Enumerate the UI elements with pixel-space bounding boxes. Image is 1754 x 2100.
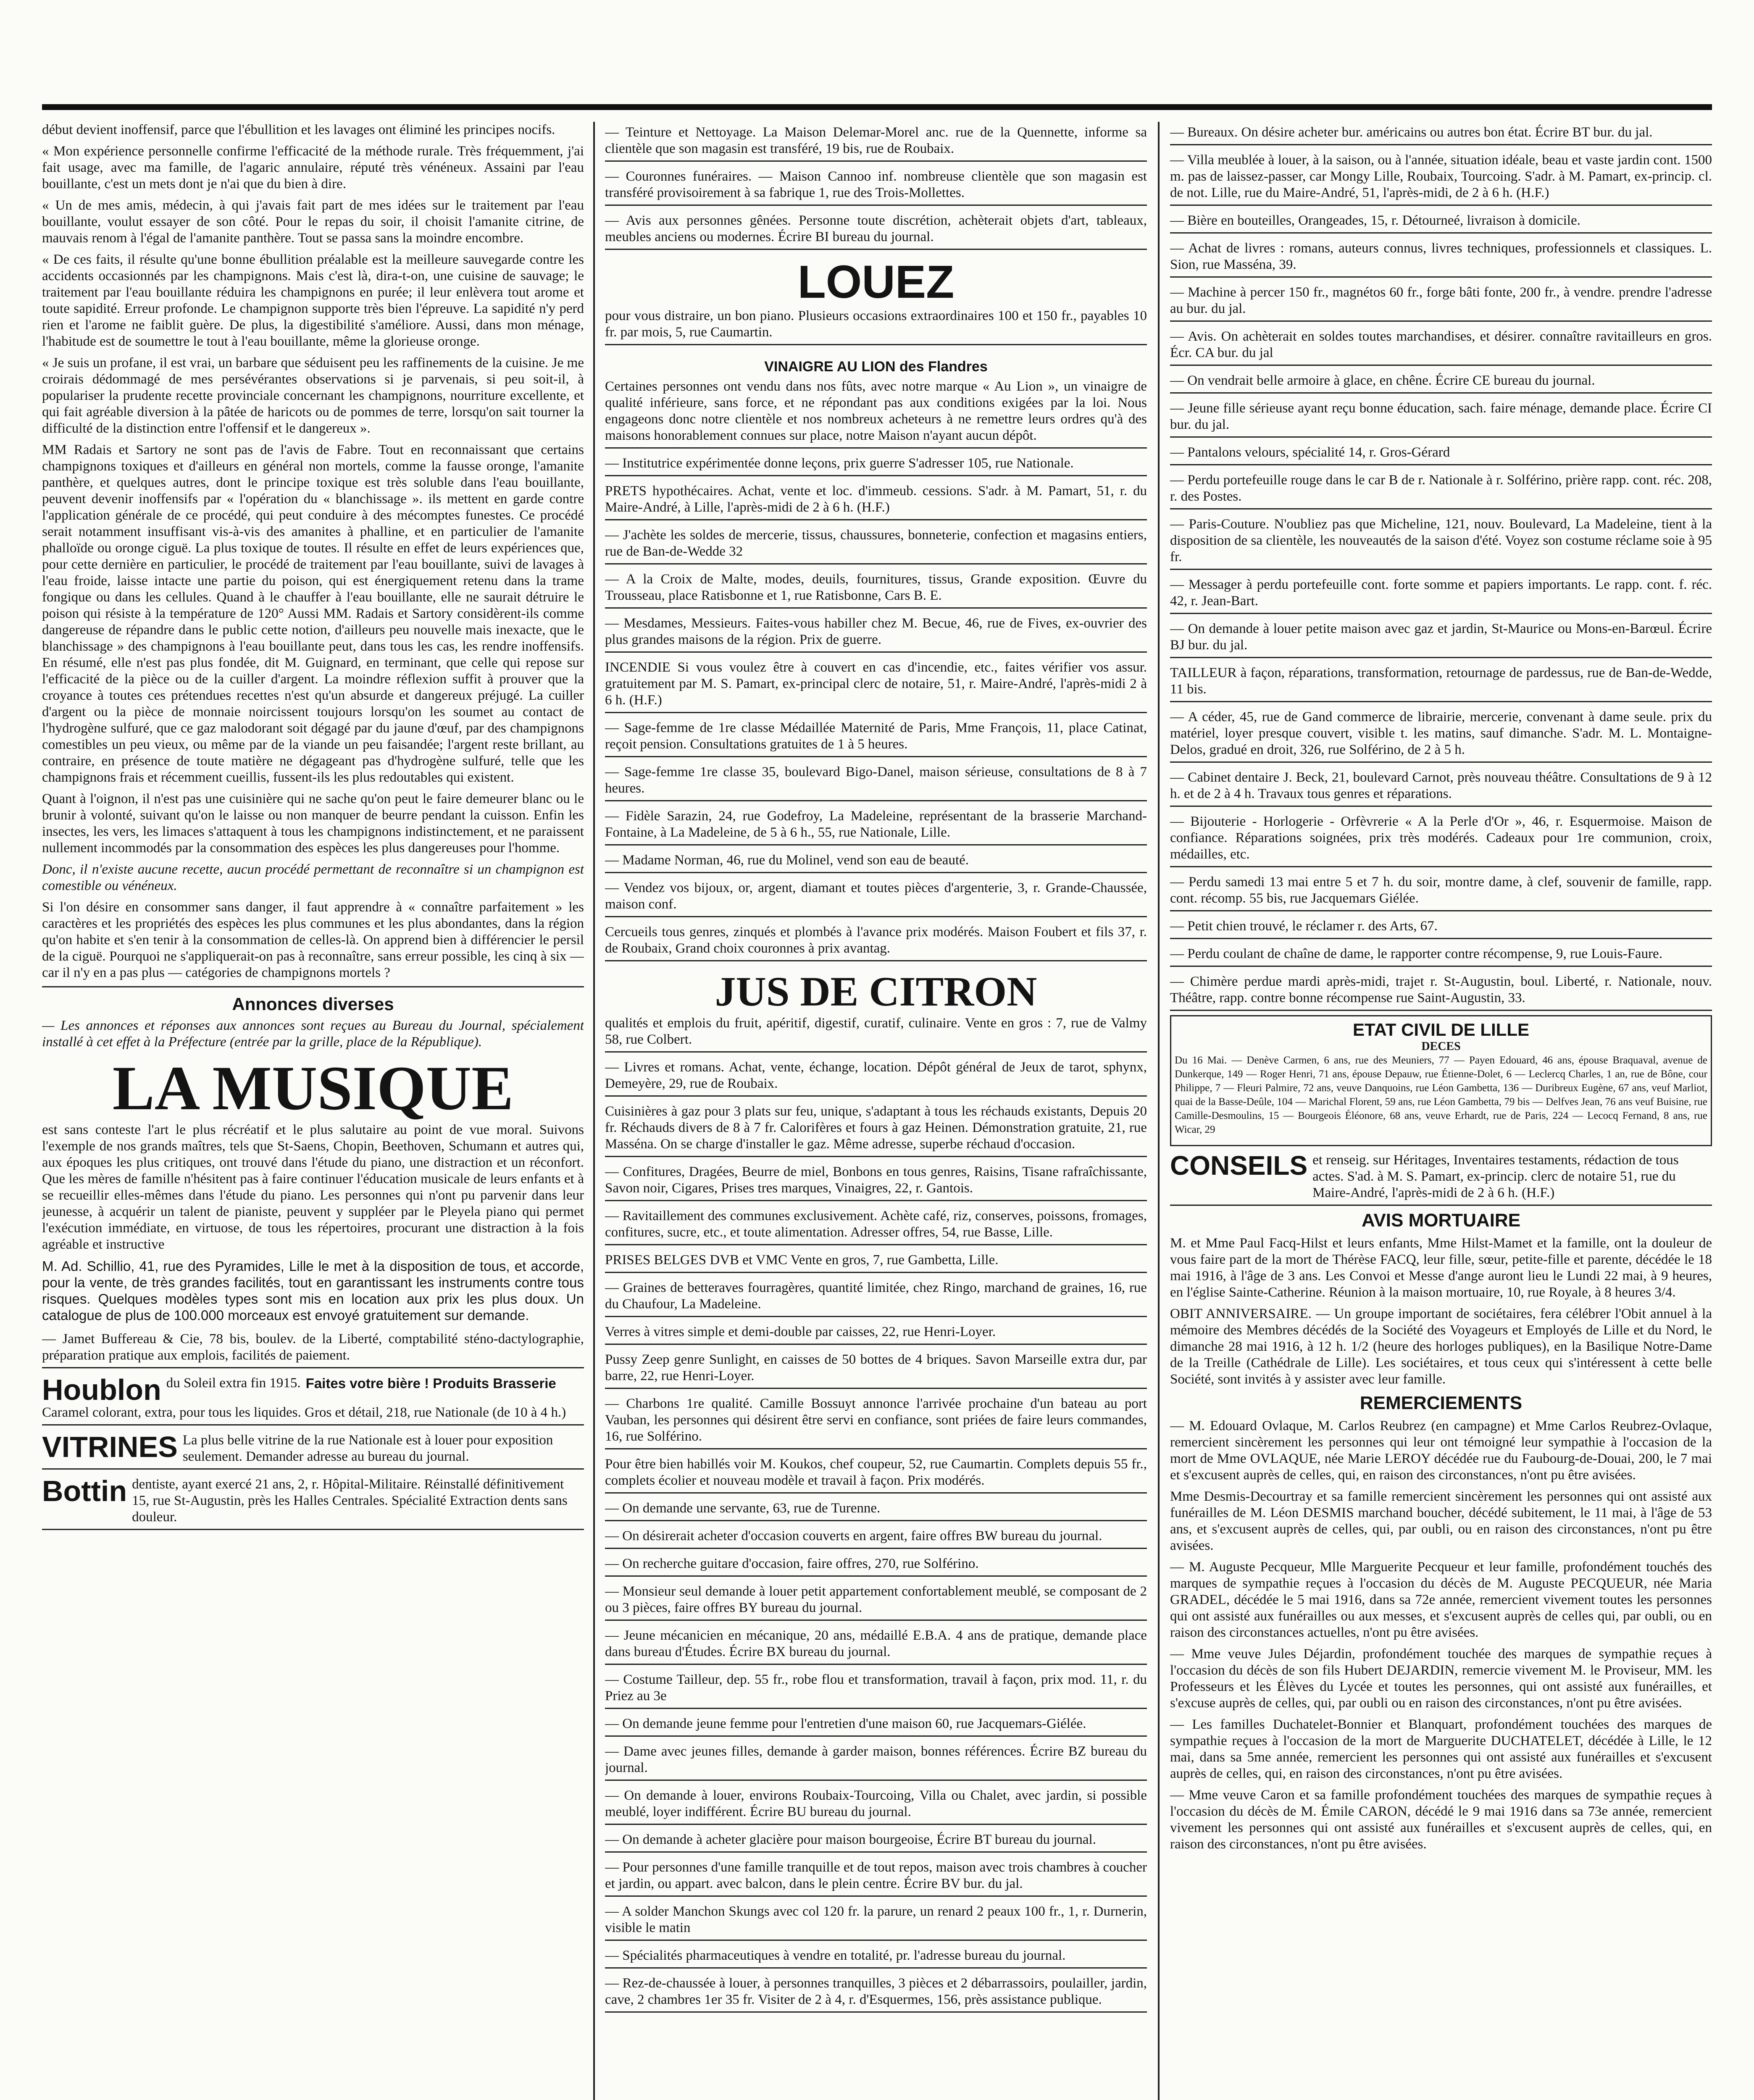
ad-block bbox=[605, 1205, 1147, 1245]
ad-text: — On demande à acheter glacière pour maison bourgeoise, Écrire BT bureau du journal. bbox=[605, 1832, 1096, 1847]
ad-text: — Perdu samedi 13 mai entre 5 et 7 h. du soir, montre dame, à clef, souvenir de famille, rapp. cont. récomp. 55 bis, rue Jacquemars Giélée. bbox=[1170, 874, 1712, 906]
ad-block bbox=[605, 657, 1147, 713]
top-rule bbox=[42, 104, 1712, 110]
ad-headline: VITRINES bbox=[42, 1430, 178, 1463]
ad-text: — Fidèle Sarazin, 24, rue Godefroy, La Madeleine, représentant de la brasserie Marchand-Fontaine, à La Madeleine, de 5 à 6 h., 55, rue Nationale, Lille. bbox=[605, 808, 1147, 840]
ad-text: TAILLEUR à façon, réparations, transformation, retournage de pardessus, rue de Ban-de-Wedde, 11 bis. bbox=[1170, 665, 1712, 697]
ad-block bbox=[605, 1161, 1147, 1201]
ad-text: INCENDIE Si vous voulez être à couvert en cas d'incendie, etc., faites vérifier vos assur. gratuitement par M. S. Pamart, ex-principal clerc de notaire, 51, r. Maire-André, l'après-midi 2 à 6 h. (H.F.) bbox=[605, 660, 1147, 708]
ad-block bbox=[605, 122, 1147, 162]
ad-text: — Livres et romans. Achat, vente, échange, location. Dépôt général de Jeux de tarot, sphynx, Demeyère, 29, rue de Roubaix. bbox=[605, 1060, 1147, 1091]
ad-text: Pour être bien habillés voir M. Koukos, chef coupeur, 52, rue Caumartin. Complets depuis 55 fr., complets écolier et nouveau modèle et travail à façon. Prix modérés. bbox=[605, 1457, 1147, 1488]
ad-block bbox=[605, 717, 1147, 757]
ad-text: — Paris-Couture. N'oubliez pas que Micheline, 121, nouv. Boulevard, La Madeleine, tient à la disposition de sa clientèle, les nouveautés de la saison d'été. Voyez son costume réclame soie à 95 fr. bbox=[1170, 517, 1712, 564]
ad-block bbox=[605, 349, 1147, 449]
ad-block bbox=[605, 1525, 1147, 1549]
column-3 bbox=[1170, 122, 1712, 2100]
ad-block bbox=[605, 1857, 1147, 1897]
ad-block bbox=[1170, 442, 1712, 465]
ad-text: — Avis aux personnes gênées. Personne toute discrétion, achèterait objets d'art, tableaux, meubles anciens ou modernes. Écrire BI bureau du journal. bbox=[605, 213, 1147, 244]
ad-text: — Jeune fille sérieuse ayant reçu bonne éducation, sach. faire ménage, demande place. Écrire CI bur. du jal. bbox=[1170, 401, 1712, 432]
ad-block bbox=[605, 1553, 1147, 1577]
ad-text: — A céder, 45, rue de Gand commerce de librairie, mercerie, convenant à dame seule. prix du matériel, loyer presque couvert, visible t. les matins, sauf dimanche. S'adr. M. L. Montaigne-Delos, gradué en droit, 326, rue Solférino, de 2 à 5 h. bbox=[1170, 709, 1712, 757]
ad-block bbox=[605, 210, 1147, 250]
ad-headline: LOUEZ bbox=[797, 256, 955, 308]
ad-text: — On demande à louer petite maison avec gaz et jardin, St-Maurice ou Mons-en-Barœul. Écrire BJ bur. du jal. bbox=[1170, 621, 1712, 653]
ad-headline: LA MUSIQUE bbox=[112, 1053, 514, 1123]
ad-text: — Perdu portefeuille rouge dans le car B de r. Nationale à r. Solférino, prière rapp. cont. réc. 208, r. des Postes. bbox=[1170, 472, 1712, 504]
notice-text: — M. Auguste Pecqueur, Mlle Marguerite Pecqueur et leur famille, profondément touchés des marques de sympathie reçues à l'occasion du décès de M. Auguste PECQUEUR, née Maria GRADEL, décédée le 5 mai 1916, dans sa 72e année, remercient vivement toutes les personnes qui ont assisté aux funérailles ou aux messes, et s'excusent auprès de celles qui, par oubli, ou en raison des circonstances actuelles, n'ont pu être avisées. bbox=[1170, 1559, 1712, 1640]
ad-text: — Couronnes funéraires. — Maison Cannoo inf. nombreuse clientèle que son magasin est transféré provisoirement à sa fabrique 1, rue des Trois-Mollettes. bbox=[605, 169, 1147, 200]
ad-block bbox=[605, 1713, 1147, 1737]
ad-text: — Institutrice expérimentée donne leçons, prix guerre S'adresser 105, rue Nationale. bbox=[605, 456, 1074, 471]
ad-text: — Monsieur seul demande à louer petit appartement confortablement meublé, se composant de 2 ou 3 pièces, faire offres BY bureau du journal. bbox=[605, 1584, 1147, 1615]
ad-headline: Houblon bbox=[42, 1373, 161, 1406]
ad-block bbox=[1170, 326, 1712, 366]
ad-block bbox=[605, 1741, 1147, 1781]
ad-text: est sans conteste l'art le plus récréatif et le plus salutaire au point de vue moral. Suivons l'exemple de nos grands maîtres, tels que St-Saens, Chopin, Beethoven, Schumann et autres qui, aux époques les plus critiques, ont trouvé dans l'étude du piano, une distraction et un réconfort. Que les mères de famille n'hésitent pas à faire continuer l'éducation musicale de leurs enfants et à se recueillir elles-mêmes dans l'étude du piano. Les personnes qui n'ont pu parvenir dans leur jeunesse, à acquérir un talent de pianiste, peuvent y suppléer par le Pleyela piano qui permet l'exécution immédiate, en virtuose, de tous les répertoires, procurant une distraction à la fois agréable et instructive bbox=[42, 1122, 584, 1252]
annonces-note: — Les annonces et réponses aux annonces sont reçues au Bureau du Journal, spécialement installé à cet effet à la Préfecture (entrée par la grille, place de la République). bbox=[42, 1018, 584, 1050]
ad-text: — Rez-de-chaussée à louer, à personnes tranquilles, 3 pièces et 2 débarrassoirs, poulailler, jardin, cave, 2 chambres 1er 35 fr. Visiter de 2 à 4, r. d'Esquermes, 156, près assistance publique. bbox=[605, 1976, 1147, 2007]
ad-text: — Vendez vos bijoux, or, argent, diamant et toutes pièces d'argenterie, 3, r. Grande-Chaussée, maison conf. bbox=[605, 880, 1147, 912]
ad-block bbox=[1170, 1150, 1712, 1206]
ad-text: — Mesdames, Messieurs. Faites-vous habiller chez M. Becue, 46, rue de Fives, ex-ouvrier des plus grandes maisons de la région. Prix de guerre. bbox=[605, 616, 1147, 647]
ad-text: et renseig. sur Héritages, Inventaires testaments, rédaction de tous actes. S'ad. à M. S. Pamart, ex-princip. clerc de notaire 51, rue du Maire-André, l'après-midi de 2 à 6 h. (H.F.) bbox=[1312, 1152, 1679, 1200]
ad-block bbox=[605, 1498, 1147, 1521]
ad-block bbox=[605, 1901, 1147, 1941]
ad-block bbox=[42, 1373, 584, 1425]
etat-civil-box bbox=[1170, 1015, 1712, 1146]
ad-text: — Sage-femme de 1re classe Médaillée Maternité de Paris, Mme François, 11, place Catinat, reçoit pension. Consultations gratuites de 1 à 5 heures. bbox=[605, 720, 1147, 752]
ad-text: — On vendrait belle armoire à glace, en chêne. Écrire CE bureau du journal. bbox=[1170, 373, 1595, 388]
ad-text: dentiste, ayant exercé 21 ans, 2, r. Hôpital-Militaire. Réinstallé définitivement 15, rue St-Augustin, près les Halles Centrales. Spécialité Extraction dents sans douleur. bbox=[132, 1476, 568, 1525]
ad-block bbox=[605, 1393, 1147, 1449]
ad-text: Pussy Zeep genre Sunlight, en caisses de 50 bottes de 4 briques. Savon Marseille extra dur, par barre, 22, rue Henri-Loyer. bbox=[605, 1352, 1147, 1383]
ad-block bbox=[605, 480, 1147, 520]
ad-block bbox=[605, 1581, 1147, 1621]
ad-text: — On désirerait acheter d'occasion couverts en argent, faire offres BW bureau du journal. bbox=[605, 1528, 1102, 1544]
ad-text: Cercueils tous genres, zinqués et plombés à l'avance prix modérés. Maison Foubert et fils 37, r. de Roubaix, Grand choix couronnes à prix avantag. bbox=[605, 924, 1147, 956]
ad-block bbox=[605, 761, 1147, 801]
ad-block bbox=[605, 1277, 1147, 1317]
ad-text: — On recherche guitare d'occasion, faire offres, 270, rue Solférino. bbox=[605, 1556, 979, 1571]
ad-text: — Messager à perdu portefeuille cont. forte somme et papiers importants. Le rapp. cont. f. réc. 42, r. Jean-Bart. bbox=[1170, 577, 1712, 609]
ad-text: — Villa meublée à louer, à la saison, ou à l'année, situation idéale, beau et vaste jardin cont. 1500 m. pas de laissez-passer, car Mongy Lille, Roubaix, Tourcoing. S'adr. à M. Pamart, ex-princip. cl. de not. Lille, rue du Maire-André, 51, l'après-midi, de 2 à 6 h. (H.F.) bbox=[1170, 152, 1712, 200]
section-title: AVIS MORTUAIRE bbox=[1361, 1210, 1521, 1231]
article-paragraph: « De ces faits, il résulte qu'une bonne ébullition préalable est la meilleure sauvegarde contre les accidents occasionnés par les champignons. Mais c'est là, dira-t-on, une cuisine de sauvage; le traitement par l'eau bouillante réduira les champignons en purée; il leur enlèvera tout arome et toute sapidité. Erreur profonde. Le champignon supporte très bien l'épreuve. La sapidité n'y perd rien et l'arome ne faiblit guère. De plus, la digestibilité s'améliore. Aussi, dans mon ménage, l'habitude est de soumettre le tout à l'eau bouillante, même la glorieuse oronge. bbox=[42, 252, 584, 349]
ad-text: — Graines de betteraves fourragères, quantité limitée, chez Ringo, marchand de graines, 16, rue du Chaufour, La Madeleine. bbox=[605, 1280, 1147, 1312]
article-paragraph: Donc, il n'existe aucune recette, aucun procédé permettant de reconnaître si un champignon est comestible ou vénéneux. bbox=[42, 862, 584, 893]
ad-block bbox=[1170, 662, 1712, 702]
ad-text: La plus belle vitrine de la rue Nationale est à louer pour exposition seulement. Demander adresse au bureau du journal. bbox=[182, 1432, 553, 1464]
ad-text: Verres à vitres simple et demi-double par caisses, 22, rue Henri-Loyer. bbox=[605, 1324, 996, 1339]
ad-text: — Jeune mécanicien en mécanique, 20 ans, médaillé E.B.A. 4 ans de pratique, demande place dans bureau d'Études. Écrire BX bureau du journal. bbox=[605, 1628, 1147, 1659]
ad-block bbox=[1170, 398, 1712, 438]
ad-block bbox=[1170, 238, 1712, 278]
ad-block bbox=[605, 1945, 1147, 1969]
newspaper-page bbox=[42, 42, 1712, 2100]
ad-block bbox=[1170, 872, 1712, 911]
section-title: ETAT CIVIL DE LILLE bbox=[1353, 1020, 1529, 1040]
ad-text: — A solder Manchon Skungs avec col 120 fr. la parure, un renard 2 peaux 100 fr., 1, r. Durnerin, visible le matin bbox=[605, 1904, 1147, 1935]
ad-headline: Bottin bbox=[42, 1474, 127, 1507]
column-2 bbox=[605, 122, 1147, 2100]
notice-text: — Les familles Duchatelet-Bonnier et Blanquart, profondément touchées des marques de sympathie reçues à l'occasion de la mort de Marguerite DUCHATELET, décédée à Lille, le 12 mai, dans sa 5me année, remercient les personnes qui ont assisté aux funérailles et s'excusent auprès de celles, qui, en raison des circonstances, n'ont pu être avisées. bbox=[1170, 1717, 1712, 1781]
column-1 bbox=[42, 122, 584, 2100]
ad-text: — Bijouterie - Horlogerie - Orfèvrerie « A la Perle d'Or », 46, r. Esquermoise. Maison de confiance. Réparations soignées, prix très modérés. Cadeaux pour 1re communion, croix, médailles, etc. bbox=[1170, 814, 1712, 862]
ad-block bbox=[1170, 150, 1712, 206]
ad-block bbox=[605, 1669, 1147, 1709]
notice-text: Mme Desmis-Decourtray et sa famille remercient sincèrement les personnes qui ont assisté aux funérailles de M. Léon DESMIS marchand boucher, décédé subitement, le 11 mai, à l'âge de 53 ans, et s'excusent auprès de celles, qui, par oubli, ou en raison des circonstances, n'ont pu être avisées. bbox=[1170, 1489, 1712, 1553]
ad-text: — Charbons 1re qualité. Camille Bossuyt annonce l'arrivée prochaine d'un bateau au port Vauban, les personnes qui désirent être servi en confiance, sont priées de faire leurs commandes, 16, rue Solférino. bbox=[605, 1396, 1147, 1444]
ad-block bbox=[42, 1328, 584, 1368]
ad-block bbox=[605, 613, 1147, 653]
notice-text: — M. Edouard Ovlaque, M. Carlos Reubrez (en campagne) et Mme Carlos Reubrez-Ovlaque, remercient sincèrement les personnes qui leur ont témoigné leur sympathie à l'occasion de la mort de Mme OVLAQUE, née Marie LEROY décédée rue du Faubourg-de-Douai, 200, le 7 mai et s'excusent auprès de celles, qui, en raison des circonstances, n'ont pu être avisées. bbox=[1170, 1418, 1712, 1483]
ad-block bbox=[1170, 767, 1712, 807]
ad-text: — Bureaux. On désire acheter bur. américains ou autres bon état. Écrire BT bur. du jal. bbox=[1170, 125, 1653, 140]
ad-block bbox=[605, 1101, 1147, 1157]
ad-block bbox=[605, 1625, 1147, 1665]
article-paragraph: Quant à l'oignon, il n'est pas une cuisinière qui ne sache qu'on peut le faire demeurer blanc ou le brunir à volonté, suivant qu'on le laisse ou non manquer de beurre pendant la cuisson. Enfin les insectes, les vers, les limaces s'attaquent à tous les champignons indistinctement, et ne paraissent nullement incommodés par la consommation des espèces les plus dangereuses pour l'homme. bbox=[42, 791, 584, 856]
ad-text: — Jamet Buffereau & Cie, 78 bis, boulev. de la Liberté, comptabilité sténo-dactylographie, préparation pratique aux emplois, facilités de paiement. bbox=[42, 1331, 584, 1363]
ad-block bbox=[605, 166, 1147, 206]
ad-block bbox=[1170, 943, 1712, 967]
article-paragraph: « Un de mes amis, médecin, à qui j'avais fait part de mes idées sur le traitement par l'eau bouillante, voulut essayer de son côté. Pour le repas du soir, il choisit l'amanite citrine, de mauvais renom à l'égal de l'amanite panthère. Tout se passa sans la moindre encombre. bbox=[42, 198, 584, 246]
ad-block bbox=[605, 877, 1147, 917]
ad-block bbox=[1170, 706, 1712, 763]
ad-block bbox=[605, 1250, 1147, 1273]
ad-headline: CONSEILS bbox=[1170, 1150, 1308, 1181]
ad-text: PRETS hypothécaires. Achat, vente et loc. d'immeub. cessions. S'adr. à M. Pamart, 51, r. du Maire-André, à Lille, l'après-midi de 2 à 6 h. (H.F.) bbox=[605, 483, 1147, 515]
article-paragraph: « Je suis un profane, il est vrai, un barbare que séduisent peu les raffinements de la cuisine. Je me croirais dédommagé de mes persévérantes observations si je parvenais, si peu soit-il, à populariser la prudente recette provinciale concernant les champignons, nourriture excellente, et qui fait agréable diversion à la pâtée de haricots ou de pommes de terre, lorsqu'on sait tourner la difficulté de la distinction entre l'offensif et le dangereux ». bbox=[42, 355, 584, 436]
ad-block bbox=[1170, 282, 1712, 322]
ad-block bbox=[1170, 210, 1712, 234]
column-divider bbox=[593, 122, 595, 2100]
ad-text: — Sage-femme 1re classe 35, boulevard Bigo-Danel, maison sérieuse, consultations de 8 à 7 heures. bbox=[605, 764, 1147, 796]
ad-text: PRISES BELGES DVB et VMC Vente en gros, 7, rue Gambetta, Lille. bbox=[605, 1252, 999, 1268]
ad-text: — Chimère perdue mardi après-midi, trajet r. St-Augustin, boul. Liberté, r. Nationale, nouv. Théâtre, rapp. contre bonne récompense rue Saint-Augustin, 33. bbox=[1170, 974, 1712, 1005]
ad-block bbox=[605, 1454, 1147, 1494]
ad-block bbox=[605, 850, 1147, 873]
ad-text: — Petit chien trouvé, le réclamer r. des Arts, 67. bbox=[1170, 919, 1438, 934]
ad-text: — Avis. On achèterait en soldes toutes marchandises, et désirer. connaître ravitailleurs en gros. Écr. CA bur. du jal bbox=[1170, 329, 1712, 360]
ad-text: — Dame avec jeunes filles, demande à garder maison, bonnes références. Écrire BZ bureau du journal. bbox=[605, 1744, 1147, 1775]
ad-text: — Achat de livres : romans, auteurs connus, livres techniques, professionnels et classiques. L. Sion, rue Masséna, 39. bbox=[1170, 241, 1712, 272]
ad-text: — Teinture et Nettoyage. La Maison Delemar-Morel anc. rue de la Quennette, informe sa clientèle que son magasin est transféré, 19 bis, rue de Roubaix. bbox=[605, 125, 1147, 156]
section-title: Annonces diverses bbox=[232, 994, 394, 1014]
ad-headline: VINAIGRE AU LION des Flandres bbox=[764, 359, 988, 375]
ad-text: — Perdu coulant de chaîne de dame, le rapporter contre récompense, 9, rue Louis-Faure. bbox=[1170, 946, 1662, 961]
ad-text: — Machine à percer 150 fr., magnétos 60 fr., forge bâti fonte, 200 fr., à vendre. prendre l'adresse au bur. du jal. bbox=[1170, 285, 1712, 316]
ad-text: — Cabinet dentaire J. Beck, 21, boulevard Carnot, près nouveau théâtre. Consultations de 9 à 12 h. et de 2 à 4 h. Travaux tous genres et réparations. bbox=[1170, 770, 1712, 801]
section-subtitle: DECES bbox=[1421, 1040, 1461, 1053]
notice-text: OBIT ANNIVERSAIRE. — Un groupe important de sociétaires, fera célébrer l'Obit annuel à la mémoire des Membres décédés de la Société des Voyageurs et Employés de Lille et du Nord, le dimanche 28 mai 1916, à 12 h. 1/2 (heure des horloges publiques), en la Basilique Notre-Dame de la Treille (Cathédrale de Lille). Les sociétaires, et tous ceux qui s'intéressent à cette belle Société, sont invités à y assister avec leur famille. bbox=[1170, 1306, 1712, 1387]
ad-text: Cuisinières à gaz pour 3 plats sur feu, unique, s'adaptant à tous les réchauds existants, Depuis 20 fr. Réchauds divers de 8 à 7 fr. Calorifères et fours à gaz Heinen. Démonstration gratuite, 21, rue Masséna. On se charge d'installer le gaz. Même adresse, superbe réchaud d'occasion. bbox=[605, 1104, 1147, 1152]
article-paragraph: Si l'on désire en consommer sans danger, il faut apprendre à « connaître parfaitement » les caractères et les propriétés des espèces les plus communes et les plus abondantes, dans la région qu'on habite et s'en tenir à la consommation de celles-là. On apprend bien à différencier le persil de la ciguë. Pourquoi ne s'appliquerait-on pas à reconnaître, sans erreur possible, les cinq à six — car il n'y en a pas plus — catégories de champignons mortels ? bbox=[42, 900, 584, 980]
ad-text: — On demande une servante, 63, rue de Turenne. bbox=[605, 1501, 881, 1516]
ad-block bbox=[605, 966, 1147, 1053]
ad-text: qualités et emplois du fruit, apéritif, digestif, curatif, culinaire. Vente en gros : 7, rue de Valmy 58, rue Colbert. bbox=[605, 1016, 1147, 1047]
ad-text: du Soleil extra fin 1915. bbox=[166, 1375, 301, 1391]
ad-block bbox=[605, 1349, 1147, 1389]
ad-text: Caramel colorant, extra, pour tous les liquides. Gros et détail, 218, rue Nationale (de 10 à 4 h.) bbox=[42, 1404, 566, 1420]
ad-block bbox=[1170, 370, 1712, 394]
ad-text: — Ravitaillement des communes exclusivement. Achète café, riz, conserves, poissons, fromages, confitures, sucre, etc., et toute alimentation. Adresser offres, 54, rue Basse, Lille. bbox=[605, 1208, 1147, 1240]
article-paragraph: MM Radais et Sartory ne sont pas de l'avis de Fabre. Tout en reconnaissant que certains champignons toxiques et d'ailleurs en général non mortels, comme la fausse oronge, l'amanite panthère, et quelques autres, dont le principe toxique est très soluble dans l'eau bouillante, peuvent devenir inoffensifs par « l'opération du « blanchissage ». ils mettent en garde contre l'application générale de ce procédé, qui peut conduire à des mécomptes funestes. Ce procédé serait notamment insuffisant vis-à-vis des amanites à phalline, et en particulier de l'amanite phalloïde ou oronge ciguë. La plus toxique de toutes. Il résulte en effet de leurs expériences que, pour cette dernière en particulier, le procédé de traitement par l'eau bouillante, suivi de lavages à l'eau froide, laisse intacte une partie du poison, qui est énergiquement retenu dans la trame fongique ou dans les cellules. Quand à le chauffer à l'eau bouillante, elle ne saurait détruire le poison qui résiste à la température de 120° Aussi MM. Radais et Sartory considèrent-ils comme dangereuse de répandre dans le public cette notion, d'ailleurs peu nouvelle mais inexacte, que le blanchissage » des champignons à l'eau bouillante peut, dans tous les cas, les rendre inoffensifs. En résumé, elle n'est pas plus fondée, dit M. Guignard, en terminant, que celle qui repose sur l'efficacité de la pièce ou de la cuiller d'argent. La moindre réflexion suffit à prouver que la croyance à toutes ces prétendues recettes n'est qu'un absurde et dangereux préjugé. La cuiller d'argent ou la pièce de monnaie noircissent toujours lorsqu'on les soumet au contact de l'hydrogène sulfuré, que ce gaz malodorant soit dégagé par du jaune d'œuf, par des champignons comestibles un peu vieux, ou même par de la viande un peu faisandée; l'argent reste brillant, au contraire, en présence de toute matière ne dégageant pas d'hydrogène sulfuré, telle que les champignons frais et récemment cueillis, fussent-ils les plus redoutables qui existent. bbox=[42, 442, 584, 785]
article-paragraph: début devient inoffensif, parce que l'ébullition et les lavages ont éliminé les principes nocifs. bbox=[42, 122, 555, 137]
ad-block bbox=[1170, 916, 1712, 939]
ad-text: Certaines personnes ont vendu dans nos fûts, avec notre marque « Au Lion », un vinaigre de qualité inférieure, sans force, et ne répondant pas aux conditions exigées par la loi. Nous engageons donc notre clientèle et nos nombreux acheteurs à ne remettre leurs ordres qu'à des maisons honorablement connues sur place, notre Maison n'ayant aucun dépôt. bbox=[605, 379, 1147, 443]
notice-text: — Mme veuve Caron et sa famille profondément touchées des marques de sympathie reçues à l'occasion du décès de M. Émile CARON, décédé le 9 mai 1916 dans sa 73e année, remercient vivement les personnes qui ont assisté aux funérailles et s'excusent auprès de celles, qui, en raison des circonstances, n'ont pu être avisées. bbox=[1170, 1788, 1712, 1852]
ad-text: — Pantalons velours, spécialité 14, r. Gros-Gérard bbox=[1170, 445, 1450, 460]
ad-text: — Madame Norman, 46, rue du Molinel, vend son eau de beauté. bbox=[605, 853, 969, 868]
ad-block bbox=[605, 1785, 1147, 1825]
article-paragraph: « Mon expérience personnelle confirme l'efficacité de la méthode rurale. Très fréquemment, j'ai fait usage, avec ma famille, de l'agaric annulaire, réputé très vénéneux. Assaini par l'eau bouillante, c'est un mets dont je n'ai que du bien à dire. bbox=[42, 144, 584, 192]
ad-block bbox=[42, 1474, 584, 1530]
ad-block bbox=[605, 453, 1147, 476]
column-divider bbox=[1158, 122, 1160, 2100]
ad-block bbox=[605, 1057, 1147, 1097]
ad-headline: JUS DE CITRON bbox=[715, 968, 1037, 1015]
ad-text: — Bière en bouteilles, Orangeades, 15, r. Détourneé, livraison à domicile. bbox=[1170, 213, 1580, 228]
ad-block bbox=[605, 1973, 1147, 2013]
ad-block bbox=[1170, 811, 1712, 867]
ad-text: — Confitures, Dragées, Beurre de miel, Bonbons en tous genres, Raisins, Tisane rafraîchissante, Savon noir, Cigares, Prises tres marques, Vinaigres, 22, r. Gantois. bbox=[605, 1164, 1147, 1196]
etat-civil-text: Du 16 Mai. — Denève Carmen, 6 ans, rue des Meuniers, 77 — Payen Edouard, 46 ans, épouse Braquaval, avenue de Dunkerque, 149 — Roger Henri, 71 ans, épouse Depauw, rue Étienne-Dolet, 6 — Leclercq Charles, 1 an, rue de Bône, cour Philippe, 7 — Fleuri Palmire, 72 ans, veuve Danquoins, rue Léon Gambetta, 136 — Duribreux Eugène, 67 ans, veuf Marliot, quai de la Basse-Deûle, 104 — Marichal Florent, 59 ans, rue Léon Gambetta, 79 bis — Delfves Jean, 76 ans veuf Buisine, rue Camille-Desmoulins, 15 — Bourgeois Éléonore, 68 ans, veuve Erhardt, rue de Paris, 224 — Lecocq Fernand, 8 ans, rue Wicar, 29 bbox=[1175, 1055, 1707, 1135]
ad-block bbox=[605, 1829, 1147, 1853]
ad-block bbox=[1170, 574, 1712, 614]
ad-text: — On demande jeune femme pour l'entretien d'une maison 60, rue Jacquemars-Giélée. bbox=[605, 1716, 1086, 1731]
notice-text: — Mme veuve Jules Déjardin, profondément touchée des marques de sympathie reçues à l'occasion du décès de son fils Hubert DEJARDIN, remercie vivement M. le Proviseur, MM. les Professeurs et les Élèves du Lycée et toutes les personnes, qui ont assisté aux funérailles, et s'excuse auprès de celles, qui, par oubli ou en raison des circonstances, n'ont pu être avisées. bbox=[1170, 1646, 1712, 1711]
ad-text: — A la Croix de Malte, modes, deuils, fournitures, tissus, Grande exposition. Œuvre du Trousseau, place Ratisbonne et 1, rue Ratisbonne, Cars B. E. bbox=[605, 572, 1147, 603]
ad-text: — Pour personnes d'une famille tranquille et de tout repos, maison avec trois chambres à coucher et jardin, ou appart. avec balcon, dans le plein centre. Écrire BV bur. du jal. bbox=[605, 1860, 1147, 1891]
ad-block bbox=[605, 921, 1147, 961]
ad-text: — On demande à louer, environs Roubaix-Tourcoing, Villa ou Chalet, avec jardin, si possible meublé, loyer indifférent. Écrire BU bureau du journal. bbox=[605, 1788, 1147, 1819]
ad-block bbox=[605, 1321, 1147, 1345]
ad-block bbox=[1170, 618, 1712, 658]
ad-block bbox=[605, 525, 1147, 564]
ad-block bbox=[605, 254, 1147, 345]
ad-block bbox=[42, 1430, 584, 1470]
ad-text: — Costume Tailleur, dep. 55 fr., robe flou et transformation, travail à façon, prix mod. 11, r. du Priez au 3e bbox=[605, 1672, 1147, 1704]
section-title: REMERCIEMENTS bbox=[1360, 1393, 1523, 1413]
ad-block bbox=[1170, 971, 1712, 1011]
ad-block bbox=[1170, 122, 1712, 145]
notice-text: M. et Mme Paul Facq-Hilst et leurs enfants, Mme Hilst-Mamet et la famille, ont la douleur de vous faire part de la mort de Thérèse FACQ, leur fille, sœur, petite-fille et parente, décédée le 18 mai 1916, à l'âge de 3 ans. Les Convoi et Messe d'ange auront lieu le Lundi 22 mai, à 9 heures, en l'église Sainte-Catherine. Réunion à la maison mortuaire, 10, rue Royale, à 8 heures 3/4. bbox=[1170, 1236, 1712, 1300]
ad-text: M. Ad. Schillio, 41, rue des Pyramides, Lille le met à la disposition de tous, et accorde, pour la vente, de très grandes facilités, tout en garantissant les instruments contre tous risques. Quelques modèles types sont mis en location aux prix les plus doux. Un catalogue de plus de 100.000 morceaux est envoyé gratuitement sur demande. bbox=[42, 1258, 584, 1323]
ad-block bbox=[1170, 470, 1712, 509]
ad-text: pour vous distraire, un bon piano. Plusieurs occasions extraordinaires 100 et 150 fr., payables 10 fr. par mois, 5, rue Caumartin. bbox=[605, 308, 1147, 340]
ad-text: — Spécialités pharmaceutiques à vendre en totalité, pr. l'adresse bureau du journal. bbox=[605, 1948, 1066, 1963]
ad-text: Faites votre bière ! Produits Brasserie bbox=[305, 1375, 556, 1391]
ad-block bbox=[605, 806, 1147, 845]
ad-block bbox=[1170, 514, 1712, 570]
ad-block bbox=[605, 569, 1147, 609]
ad-text: — J'achète les soldes de mercerie, tissus, chaussures, bonneterie, confection et magasins entiers, rue de Ban-de-Wedde 32 bbox=[605, 528, 1147, 559]
